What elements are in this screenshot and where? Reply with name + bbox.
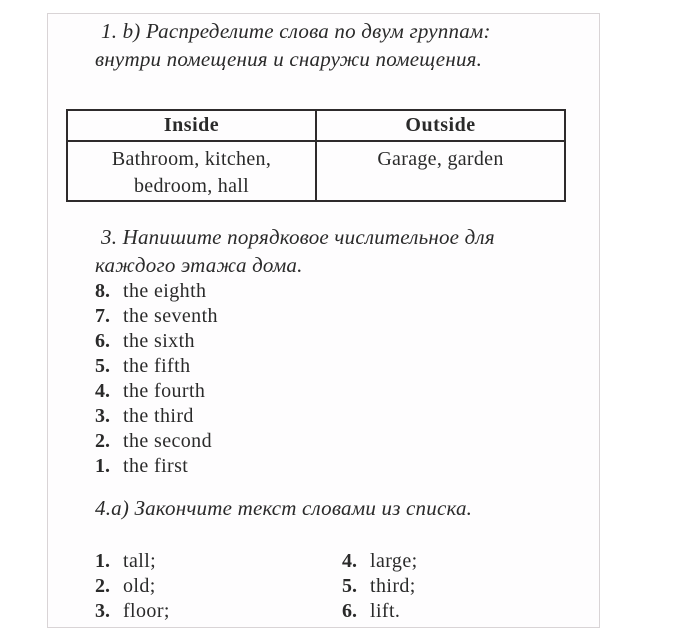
word-item bbox=[95, 550, 170, 575]
task3-heading bbox=[95, 223, 580, 279]
word-item bbox=[95, 600, 170, 625]
words-column-2 bbox=[342, 550, 418, 625]
word-number: 2. bbox=[95, 575, 110, 597]
task4-heading bbox=[95, 494, 580, 522]
floor-item bbox=[95, 305, 218, 330]
floor-item bbox=[95, 280, 218, 305]
word-label: large; bbox=[370, 550, 418, 572]
floor-number: 1. bbox=[95, 455, 110, 477]
outside-cell-text: Garage, garden bbox=[377, 148, 504, 170]
word-item bbox=[95, 575, 170, 600]
word-label: floor; bbox=[123, 600, 170, 622]
word-number: 4. bbox=[342, 550, 357, 572]
word-label: lift. bbox=[370, 600, 401, 622]
floor-number: 3. bbox=[95, 405, 110, 427]
word-number: 1. bbox=[95, 550, 110, 572]
table-row bbox=[67, 141, 565, 201]
task1-heading-line2: внутри помещения и снаружи помещения. bbox=[95, 47, 483, 71]
task4-words-list bbox=[95, 550, 525, 630]
floor-number: 8. bbox=[95, 280, 110, 302]
inside-outside-table bbox=[66, 109, 566, 202]
floor-label: the eighth bbox=[123, 280, 207, 302]
floor-number: 5. bbox=[95, 355, 110, 377]
word-number: 6. bbox=[342, 600, 357, 622]
floor-label: the seventh bbox=[123, 305, 218, 327]
floor-item bbox=[95, 405, 218, 430]
task3-heading-line1: 3. Напишите порядковое числительное для bbox=[101, 225, 495, 249]
floor-item bbox=[95, 330, 218, 355]
floor-label: the third bbox=[123, 405, 194, 427]
floor-number: 4. bbox=[95, 380, 110, 402]
word-item bbox=[342, 575, 418, 600]
word-number: 5. bbox=[342, 575, 357, 597]
floor-label: the sixth bbox=[123, 330, 195, 352]
table-header-inside: Inside bbox=[67, 110, 316, 141]
table-header-outside: Outside bbox=[316, 110, 565, 141]
floors-ordinal-list bbox=[95, 280, 218, 480]
inside-cell bbox=[67, 141, 316, 201]
floor-number: 2. bbox=[95, 430, 110, 452]
floor-label: the first bbox=[123, 455, 189, 477]
outside-cell bbox=[316, 141, 565, 201]
word-item bbox=[342, 550, 418, 575]
floor-item bbox=[95, 430, 218, 455]
words-column-1 bbox=[95, 550, 170, 625]
floor-label: the fifth bbox=[123, 355, 191, 377]
word-label: third; bbox=[370, 575, 416, 597]
task1-heading-line1: 1. b) Распределите слова по двум группам: bbox=[101, 19, 491, 43]
floor-label: the fourth bbox=[123, 380, 206, 402]
floor-number: 6. bbox=[95, 330, 110, 352]
table-header-row bbox=[67, 110, 565, 141]
word-label: old; bbox=[123, 575, 156, 597]
floor-item bbox=[95, 380, 218, 405]
floor-item bbox=[95, 455, 218, 480]
inside-cell-text: Bathroom, kitchen, bedroom, hall bbox=[111, 148, 272, 197]
task3-heading-line2: каждого этажа дома. bbox=[95, 253, 303, 277]
task1-heading bbox=[95, 17, 580, 73]
floor-number: 7. bbox=[95, 305, 110, 327]
word-label: tall; bbox=[123, 550, 157, 572]
task4-heading-text: 4.а) Закончите текст словами из списка. bbox=[95, 496, 473, 520]
word-item bbox=[342, 600, 418, 625]
word-number: 3. bbox=[95, 600, 110, 622]
floor-label: the second bbox=[123, 430, 212, 452]
floor-item bbox=[95, 355, 218, 380]
